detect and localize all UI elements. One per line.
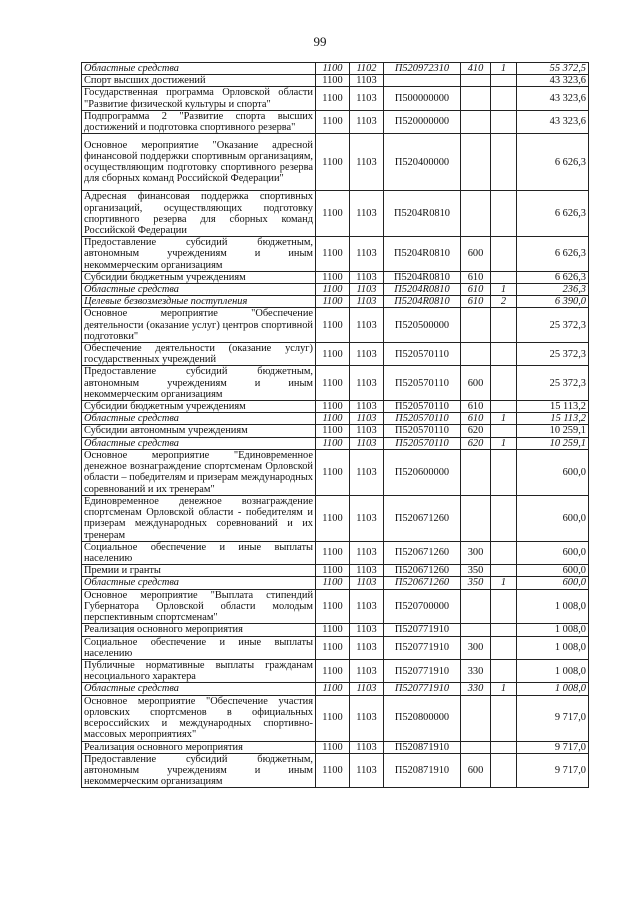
table-row [82, 541, 589, 564]
fund-source-cell [491, 741, 517, 753]
subsection-code-cell: 1103 [350, 425, 384, 437]
target-article-cell: П5204R0810 [384, 296, 461, 308]
fund-source-cell [491, 495, 517, 541]
subsection-code-cell: 1103 [350, 589, 384, 624]
subsection-code-cell: 1103 [350, 284, 384, 296]
section-code-cell: 1100 [316, 565, 350, 577]
fund-source-cell [491, 753, 517, 788]
fund-source-cell [491, 659, 517, 682]
section-code-cell: 1100 [316, 296, 350, 308]
subsection-code-cell: 1103 [350, 741, 384, 753]
amount-cell: 6 390,0 [517, 296, 589, 308]
table-row [82, 695, 589, 741]
subsection-code-cell: 1103 [350, 191, 384, 237]
name-cell: Социальное обеспечение и иные выплаты населению [82, 636, 316, 659]
amount-cell: 15 113,2 [517, 413, 589, 425]
section-code-cell: 1100 [316, 636, 350, 659]
expense-type-cell: 610 [461, 296, 491, 308]
expense-type-cell [461, 343, 491, 366]
name-cell: Премии и гранты [82, 565, 316, 577]
amount-cell: 1 008,0 [517, 636, 589, 659]
name-cell: Адресная финансовая поддержка спортивных организаций, осуществляющих подготовку спортивного резерва для сборных команд Российской Федерации [82, 191, 316, 237]
expense-type-cell [461, 449, 491, 495]
subsection-code-cell: 1103 [350, 75, 384, 87]
target-article-cell: П520800000 [384, 695, 461, 741]
expense-type-cell: 600 [461, 753, 491, 788]
subsection-code-cell: 1103 [350, 110, 384, 133]
budget-table [81, 62, 589, 788]
amount-cell: 600,0 [517, 577, 589, 589]
expense-type-cell: 600 [461, 237, 491, 272]
target-article-cell: П5204R0810 [384, 237, 461, 272]
target-article-cell: П520500000 [384, 308, 461, 343]
section-code-cell: 1100 [316, 75, 350, 87]
table-row [82, 437, 589, 449]
table-row [82, 753, 589, 788]
section-code-cell: 1100 [316, 401, 350, 413]
subsection-code-cell: 1103 [350, 449, 384, 495]
table-row [82, 237, 589, 272]
target-article-cell: П520671260 [384, 577, 461, 589]
section-code-cell: 1100 [316, 449, 350, 495]
target-article-cell: П5204R0810 [384, 284, 461, 296]
section-code-cell: 1100 [316, 271, 350, 283]
subsection-code-cell: 1103 [350, 659, 384, 682]
table-row [82, 271, 589, 283]
name-cell: Областные средства [82, 437, 316, 449]
target-article-cell: П520771910 [384, 636, 461, 659]
expense-type-cell [461, 191, 491, 237]
expense-type-cell: 350 [461, 565, 491, 577]
table-row [82, 134, 589, 191]
table-row [82, 308, 589, 343]
amount-cell: 43 323,6 [517, 110, 589, 133]
table-row [82, 87, 589, 110]
table-row [82, 366, 589, 401]
section-code-cell: 1100 [316, 134, 350, 191]
fund-source-cell [491, 308, 517, 343]
target-article-cell: П520700000 [384, 589, 461, 624]
name-cell: Реализация основного мероприятия [82, 624, 316, 636]
section-code-cell: 1100 [316, 284, 350, 296]
subsection-code-cell: 1103 [350, 366, 384, 401]
name-cell: Основное мероприятие "Единовременное денежное вознаграждение спортсменам Орловской области – победителям и призерам международных соревнований и их тренерам" [82, 449, 316, 495]
subsection-code-cell: 1103 [350, 308, 384, 343]
target-article-cell: П520871910 [384, 753, 461, 788]
table-row [82, 741, 589, 753]
name-cell: Областные средства [82, 63, 316, 75]
amount-cell: 6 626,3 [517, 271, 589, 283]
amount-cell: 9 717,0 [517, 695, 589, 741]
subsection-code-cell: 1103 [350, 495, 384, 541]
target-article-cell: П500000000 [384, 87, 461, 110]
expense-type-cell: 610 [461, 284, 491, 296]
table-row [82, 425, 589, 437]
fund-source-cell [491, 87, 517, 110]
fund-source-cell: 1 [491, 63, 517, 75]
name-cell: Основное мероприятие "Обеспечение деятельности (оказание услуг) центров спортивной подготовки" [82, 308, 316, 343]
subsection-code-cell: 1103 [350, 541, 384, 564]
target-article-cell: П520671260 [384, 565, 461, 577]
fund-source-cell: 1 [491, 284, 517, 296]
subsection-code-cell: 1103 [350, 437, 384, 449]
name-cell: Областные средства [82, 284, 316, 296]
target-article-cell: П520972310 [384, 63, 461, 75]
amount-cell: 9 717,0 [517, 753, 589, 788]
name-cell: Предоставление субсидий бюджетным, автономным учреждениям и иным некоммерческим организациям [82, 237, 316, 272]
amount-cell: 600,0 [517, 565, 589, 577]
table-row [82, 296, 589, 308]
subsection-code-cell: 1103 [350, 636, 384, 659]
section-code-cell: 1100 [316, 437, 350, 449]
target-article-cell: П520771910 [384, 624, 461, 636]
name-cell: Областные средства [82, 413, 316, 425]
subsection-code-cell: 1103 [350, 413, 384, 425]
expense-type-cell: 410 [461, 63, 491, 75]
fund-source-cell: 1 [491, 437, 517, 449]
fund-source-cell [491, 624, 517, 636]
amount-cell: 25 372,3 [517, 308, 589, 343]
fund-source-cell [491, 271, 517, 283]
table-row [82, 63, 589, 75]
fund-source-cell [491, 636, 517, 659]
name-cell: Субсидии бюджетным учреждениям [82, 271, 316, 283]
page-number: 99 [313, 34, 327, 49]
fund-source-cell [491, 589, 517, 624]
amount-cell: 600,0 [517, 495, 589, 541]
table-row [82, 110, 589, 133]
amount-cell: 25 372,3 [517, 343, 589, 366]
table-row [82, 191, 589, 237]
target-article-cell: П5204R0810 [384, 191, 461, 237]
amount-cell: 6 626,3 [517, 134, 589, 191]
subsection-code-cell: 1103 [350, 343, 384, 366]
expense-type-cell [461, 495, 491, 541]
subsection-code-cell: 1103 [350, 87, 384, 110]
expense-type-cell: 330 [461, 683, 491, 695]
amount-cell: 6 626,3 [517, 191, 589, 237]
amount-cell: 1 008,0 [517, 589, 589, 624]
name-cell: Основное мероприятие "Выплата стипендий Губернатора Орловской области молодым перспективным спортсменам" [82, 589, 316, 624]
section-code-cell: 1100 [316, 741, 350, 753]
target-article-cell: П520570110 [384, 401, 461, 413]
table-row [82, 495, 589, 541]
amount-cell: 600,0 [517, 449, 589, 495]
name-cell: Основное мероприятие "Оказание адресной финансовой поддержки спортивным организациям, осуществляющим подготовку спортивного резерва для сборных команд Российской Федерации" [82, 134, 316, 191]
table-row [82, 683, 589, 695]
section-code-cell: 1100 [316, 753, 350, 788]
fund-source-cell [491, 191, 517, 237]
target-article-cell: П5204R0810 [384, 271, 461, 283]
target-article-cell: П520570110 [384, 343, 461, 366]
name-cell: Социальное обеспечение и иные выплаты населению [82, 541, 316, 564]
subsection-code-cell: 1102 [350, 63, 384, 75]
target-article-cell: П520570110 [384, 413, 461, 425]
name-cell: Спорт высших достижений [82, 75, 316, 87]
amount-cell: 10 259,1 [517, 437, 589, 449]
expense-type-cell: 620 [461, 425, 491, 437]
section-code-cell: 1100 [316, 589, 350, 624]
subsection-code-cell: 1103 [350, 753, 384, 788]
amount-cell: 6 626,3 [517, 237, 589, 272]
fund-source-cell: 1 [491, 577, 517, 589]
table-row [82, 659, 589, 682]
fund-source-cell [491, 449, 517, 495]
subsection-code-cell: 1103 [350, 695, 384, 741]
section-code-cell: 1100 [316, 237, 350, 272]
name-cell: Реализация основного мероприятия [82, 741, 316, 753]
target-article-cell: П520570110 [384, 437, 461, 449]
amount-cell: 9 717,0 [517, 741, 589, 753]
amount-cell: 43 323,6 [517, 87, 589, 110]
table-row [82, 413, 589, 425]
target-article-cell: П520671260 [384, 495, 461, 541]
table-row [82, 75, 589, 87]
fund-source-cell [491, 366, 517, 401]
target-article-cell: П520771910 [384, 659, 461, 682]
expense-type-cell: 300 [461, 541, 491, 564]
target-article-cell [384, 75, 461, 87]
target-article-cell: П520570110 [384, 425, 461, 437]
section-code-cell: 1100 [316, 683, 350, 695]
expense-type-cell [461, 87, 491, 110]
fund-source-cell [491, 237, 517, 272]
expense-type-cell [461, 741, 491, 753]
amount-cell: 236,3 [517, 284, 589, 296]
section-code-cell: 1100 [316, 63, 350, 75]
subsection-code-cell: 1103 [350, 271, 384, 283]
target-article-cell: П520871910 [384, 741, 461, 753]
amount-cell: 10 259,1 [517, 425, 589, 437]
expense-type-cell [461, 695, 491, 741]
amount-cell: 1 008,0 [517, 683, 589, 695]
expense-type-cell: 300 [461, 636, 491, 659]
section-code-cell: 1100 [316, 308, 350, 343]
subsection-code-cell: 1103 [350, 401, 384, 413]
name-cell: Единовременное денежное вознаграждение спортсменам Орловской области - победителям и призерам международных соревнований и их тренерам [82, 495, 316, 541]
amount-cell: 1 008,0 [517, 624, 589, 636]
amount-cell: 43 323,6 [517, 75, 589, 87]
table-row [82, 401, 589, 413]
table-row [82, 343, 589, 366]
name-cell: Целевые безвозмездные поступления [82, 296, 316, 308]
expense-type-cell: 350 [461, 577, 491, 589]
subsection-code-cell: 1103 [350, 624, 384, 636]
expense-type-cell: 620 [461, 437, 491, 449]
name-cell: Государственная программа Орловской области "Развитие физической культуры и спорта" [82, 87, 316, 110]
section-code-cell: 1100 [316, 110, 350, 133]
section-code-cell: 1100 [316, 695, 350, 741]
fund-source-cell [491, 541, 517, 564]
expense-type-cell [461, 308, 491, 343]
name-cell: Публичные нормативные выплаты гражданам несоциального характера [82, 659, 316, 682]
amount-cell: 55 372,5 [517, 63, 589, 75]
target-article-cell: П520570110 [384, 366, 461, 401]
table-row [82, 449, 589, 495]
section-code-cell: 1100 [316, 87, 350, 110]
fund-source-cell [491, 425, 517, 437]
name-cell: Областные средства [82, 683, 316, 695]
expense-type-cell: 610 [461, 401, 491, 413]
table-row [82, 565, 589, 577]
name-cell: Субсидии бюджетным учреждениям [82, 401, 316, 413]
name-cell: Областные средства [82, 577, 316, 589]
section-code-cell: 1100 [316, 343, 350, 366]
expense-type-cell [461, 624, 491, 636]
fund-source-cell [491, 565, 517, 577]
fund-source-cell: 1 [491, 683, 517, 695]
expense-type-cell [461, 134, 491, 191]
fund-source-cell [491, 343, 517, 366]
subsection-code-cell: 1103 [350, 577, 384, 589]
target-article-cell: П520771910 [384, 683, 461, 695]
fund-source-cell [491, 110, 517, 133]
section-code-cell: 1100 [316, 495, 350, 541]
fund-source-cell [491, 75, 517, 87]
table-row [82, 624, 589, 636]
name-cell: Субсидии автономным учреждениям [82, 425, 316, 437]
fund-source-cell: 1 [491, 413, 517, 425]
amount-cell: 15 113,2 [517, 401, 589, 413]
fund-source-cell [491, 401, 517, 413]
expense-type-cell: 600 [461, 366, 491, 401]
section-code-cell: 1100 [316, 425, 350, 437]
section-code-cell: 1100 [316, 541, 350, 564]
fund-source-cell [491, 695, 517, 741]
table-row [82, 589, 589, 624]
fund-source-cell [491, 134, 517, 191]
amount-cell: 1 008,0 [517, 659, 589, 682]
name-cell: Основное мероприятие "Обеспечение участия орловских спортсменов в официальных всероссийских и международных спортивно-массовых мероприятиях" [82, 695, 316, 741]
section-code-cell: 1100 [316, 413, 350, 425]
name-cell: Предоставление субсидий бюджетным, автономным учреждениям и иным некоммерческим организациям [82, 366, 316, 401]
name-cell: Обеспечение деятельности (оказание услуг) государственных учреждений [82, 343, 316, 366]
expense-type-cell [461, 110, 491, 133]
expense-type-cell [461, 589, 491, 624]
name-cell: Предоставление субсидий бюджетным, автономным учреждениям и иным некоммерческим организациям [82, 753, 316, 788]
expense-type-cell: 610 [461, 271, 491, 283]
subsection-code-cell: 1103 [350, 296, 384, 308]
subsection-code-cell: 1103 [350, 134, 384, 191]
amount-cell: 25 372,3 [517, 366, 589, 401]
section-code-cell: 1100 [316, 659, 350, 682]
expense-type-cell [461, 75, 491, 87]
subsection-code-cell: 1103 [350, 565, 384, 577]
table-row [82, 577, 589, 589]
section-code-cell: 1100 [316, 624, 350, 636]
target-article-cell: П520671260 [384, 541, 461, 564]
expense-type-cell: 330 [461, 659, 491, 682]
section-code-cell: 1100 [316, 577, 350, 589]
name-cell: Подпрограмма 2 "Развитие спорта высших достижений и подготовка спортивного резерва" [82, 110, 316, 133]
expense-type-cell: 610 [461, 413, 491, 425]
table-row [82, 636, 589, 659]
fund-source-cell: 2 [491, 296, 517, 308]
section-code-cell: 1100 [316, 366, 350, 401]
target-article-cell: П520400000 [384, 134, 461, 191]
target-article-cell: П520000000 [384, 110, 461, 133]
table-row [82, 284, 589, 296]
section-code-cell: 1100 [316, 191, 350, 237]
subsection-code-cell: 1103 [350, 237, 384, 272]
target-article-cell: П520600000 [384, 449, 461, 495]
subsection-code-cell: 1103 [350, 683, 384, 695]
amount-cell: 600,0 [517, 541, 589, 564]
